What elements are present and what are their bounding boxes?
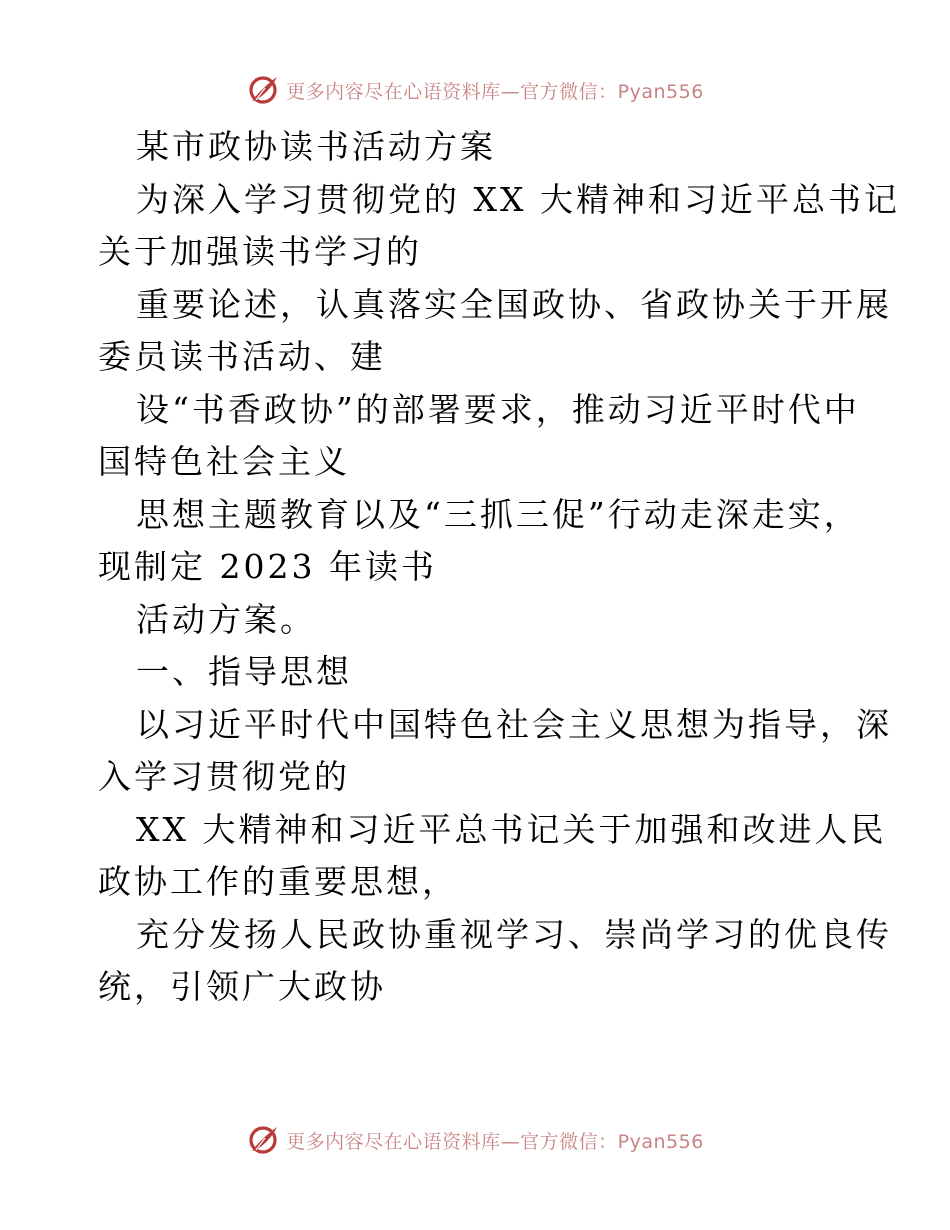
document-line: 充分发扬人民政协重视学习、崇尚学习的优良传 — [136, 914, 892, 954]
document-line: 关于加强读书学习的 — [98, 232, 422, 271]
document-line: 某市政协读书活动方案 — [136, 127, 496, 166]
document-line: 重要论述，认真落实全国政协、省政协关于开展 — [136, 284, 892, 324]
footer-watermark — [0, 1120, 950, 1160]
watermark-text: 更多内容尽在心语资料库—官方微信：Pyan556 — [286, 80, 704, 103]
document-line: 一、指导思想 — [136, 652, 352, 691]
document-line: XX 大精神和习近平总书记关于加强和改进人民 — [136, 809, 887, 849]
document-line: 入学习贯彻党的 — [98, 757, 350, 796]
document-line: 政协工作的重要思想， — [98, 862, 458, 901]
document-body — [98, 121, 900, 1014]
document-line: 国特色社会主义 — [98, 442, 350, 481]
document-line: 为深入学习贯彻党的 XX 大精神和习近平总书记 — [136, 179, 900, 219]
header-watermark — [0, 70, 950, 110]
document-line: 统，引领广大政协 — [98, 967, 386, 1006]
document-line: 委员读书活动、建 — [98, 337, 386, 376]
quill-pen-logo-icon — [246, 1123, 280, 1157]
quill-pen-logo-icon — [246, 73, 280, 107]
document-line: 以习近平时代中国特色社会主义思想为指导，深 — [136, 704, 892, 744]
document-line: 思想主题教育以及“三抓三促”行动走深走实， — [136, 494, 860, 534]
watermark-text: 更多内容尽在心语资料库—官方微信：Pyan556 — [286, 1130, 704, 1153]
document-line: 设“书香政协”的部署要求，推动习近平时代中 — [136, 389, 860, 429]
document-line: 现制定 2023 年读书 — [98, 547, 437, 586]
document-line: 活动方案。 — [136, 599, 316, 639]
